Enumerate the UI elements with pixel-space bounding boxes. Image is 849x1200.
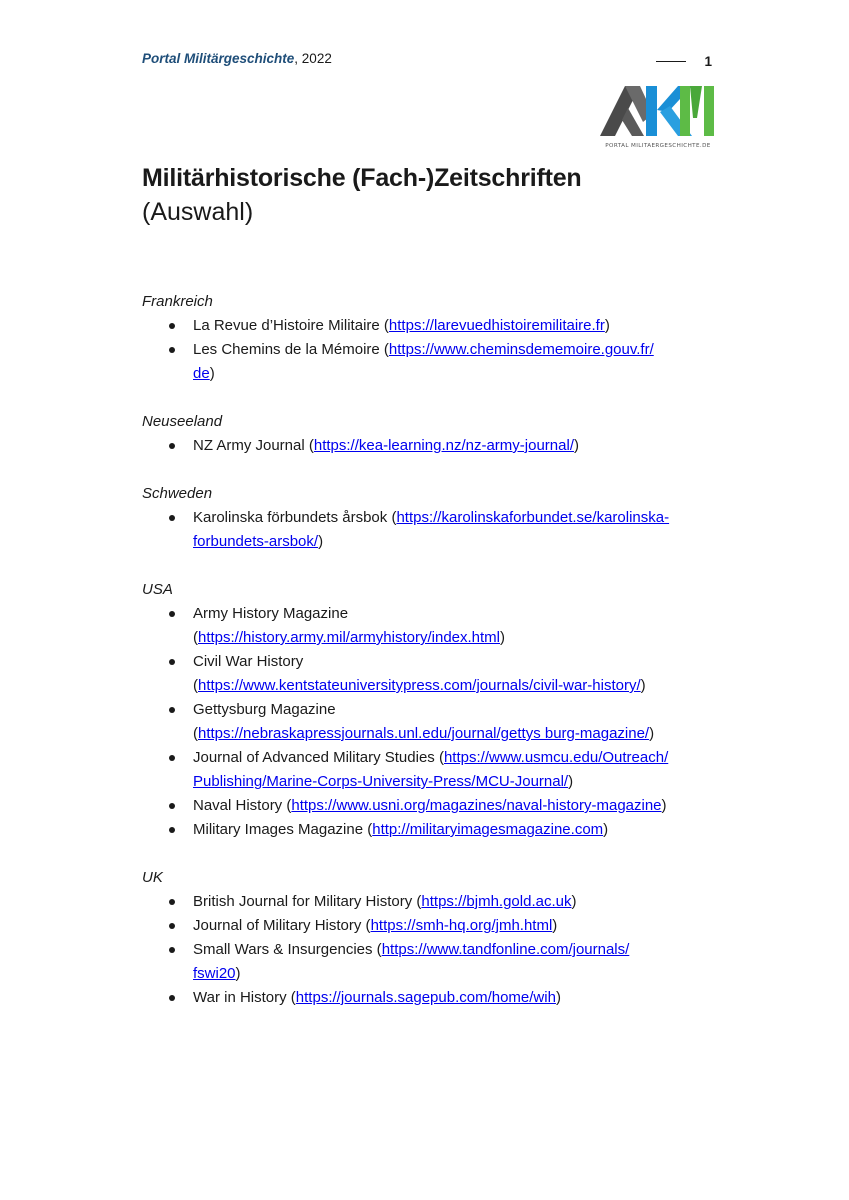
akm-logo [598, 80, 718, 152]
journal-list-uk [142, 890, 712, 1010]
bullet-icon [169, 923, 175, 929]
bullet-icon [169, 947, 175, 953]
list-item: Civil War History (https://www.kentstateuniversitypress.com/journals/civil-war-history/) [142, 650, 712, 698]
list-item: War in History (https://journals.sagepub.com/home/wih) [142, 986, 712, 1010]
header-year: , 2022 [294, 51, 332, 66]
section-usa [142, 578, 712, 842]
section-neuseeland [142, 410, 712, 458]
journal-list [142, 290, 712, 1034]
page-subtitle: (Auswahl) [142, 198, 254, 226]
journal-link[interactable]: https://www.kentstateuniversitypress.com/journals/civil-war-history/ [198, 677, 641, 694]
bullet-icon [169, 755, 175, 761]
list-item: Small Wars & Insurgencies (https://www.tandfonline.com/journals/ fswi20) [142, 938, 712, 986]
journal-list-frankreich [142, 314, 712, 386]
journal-link[interactable]: https://bjmh.gold.ac.uk [421, 893, 572, 910]
journal-name: Military Images Magazine [193, 821, 364, 838]
journal-entry-line: Karolinska förbundets årsbok (https://karolinskaforbundet.se/karolinska- [193, 509, 670, 526]
bullet-icon [169, 611, 175, 617]
journal-link[interactable]: https://smh-hq.org/jmh.html [370, 917, 553, 934]
list-item: British Journal for Military History (https://bjmh.gold.ac.uk) [142, 890, 712, 914]
journal-name: Army History Magazine [193, 605, 349, 622]
journal-link[interactable]: https://kea-learning.nz/nz-army-journal/ [313, 437, 574, 454]
bullet-icon [169, 347, 175, 353]
journal-link[interactable]: https://www.usmcu.edu/Outreach/ [443, 749, 669, 766]
section-frankreich [142, 290, 712, 386]
title-block [142, 162, 742, 230]
journal-name: Gettysburg Magazine [193, 701, 336, 718]
journal-link-continued[interactable]: Publishing/Marine-Corps-University-Press/MCU-Journal/ [193, 773, 569, 790]
page-number-rule [656, 61, 686, 62]
bullet-icon [169, 803, 175, 809]
country-heading: USA [142, 581, 173, 598]
list-item: Karolinska förbundets årsbok (https://karolinskaforbundet.se/karolinska- forbundets-arsbok/) [142, 506, 712, 554]
journal-link[interactable]: https://karolinskaforbundet.se/karolinska- [396, 509, 670, 526]
page-header [142, 51, 712, 71]
journal-name: Small Wars & Insurgencies [193, 941, 373, 958]
journal-link[interactable]: https://nebraskapressjournals.unl.edu/journal/gettys burg-magazine/ [198, 725, 650, 742]
journal-link[interactable]: https://www.usni.org/magazines/naval-history-magazine [291, 797, 662, 814]
journal-name: Journal of Military History [193, 917, 362, 934]
journal-link[interactable]: https://history.army.mil/armyhistory/index.html [198, 629, 501, 646]
journal-name: Les Chemins de la Mémoire [193, 341, 380, 358]
journal-list-schweden [142, 506, 712, 554]
bullet-icon [169, 515, 175, 521]
list-item: Gettysburg Magazine (https://nebraskapressjournals.unl.edu/journal/gettys burg-magazine/) [142, 698, 712, 746]
bullet-icon [169, 443, 175, 449]
bullet-icon [169, 827, 175, 833]
journal-list-usa [142, 602, 712, 842]
journal-name: War in History [193, 989, 287, 1006]
journal-link[interactable]: http://militaryimagesmagazine.com [372, 821, 604, 838]
akm-logo-graphic [598, 80, 718, 152]
section-uk [142, 866, 712, 1010]
list-item: Journal of Advanced Military Studies (https://www.usmcu.edu/Outreach/ Publishing/Marine-Corps-University-Press/MCU-Journal/) [142, 746, 712, 794]
journal-name: Journal of Advanced Military Studies [193, 749, 435, 766]
country-heading: UK [142, 869, 163, 886]
journal-link[interactable]: https://www.tandfonline.com/journals/ [381, 941, 630, 958]
list-item: La Revue d’Histoire Militaire (https://larevuedhistoiremilitaire.fr) [142, 314, 712, 338]
list-item: Military Images Magazine (http://militaryimagesmagazine.com) [142, 818, 712, 842]
country-heading: Schweden [142, 485, 213, 502]
journal-link[interactable]: https://larevuedhistoiremilitaire.fr [388, 317, 605, 334]
journal-name: NZ Army Journal [193, 437, 305, 454]
section-schweden [142, 482, 712, 554]
bullet-icon [169, 659, 175, 665]
journal-name: Naval History [193, 797, 283, 814]
journal-list-neuseeland [142, 434, 712, 458]
country-heading: Neuseeland [142, 413, 223, 430]
bullet-icon [169, 323, 175, 329]
journal-link[interactable]: https://www.cheminsdememoire.gouv.fr/ [388, 341, 654, 358]
header-brand: Portal Militärgeschichte [142, 51, 295, 66]
list-item: Les Chemins de la Mémoire (https://www.cheminsdememoire.gouv.fr/ de) [142, 338, 712, 386]
journal-link-continued[interactable]: forbundets-arsbok/ [193, 533, 319, 550]
bullet-icon [169, 707, 175, 713]
page-title: Militärhistorische (Fach-)Zeitschriften [142, 164, 582, 192]
journal-name: Karolinska förbundets årsbok [193, 509, 388, 526]
list-item: Naval History (https://www.usni.org/magazines/naval-history-magazine) [142, 794, 712, 818]
page-number: 1 [704, 53, 712, 69]
page-number-block [646, 51, 712, 71]
bullet-icon [169, 899, 175, 905]
bullet-icon [169, 995, 175, 1001]
list-item: NZ Army Journal (https://kea-learning.nz/nz-army-journal/) [142, 434, 712, 458]
logo-tagline: PORTAL MILITAERGESCHICHTE.DE [605, 143, 711, 149]
list-item: Journal of Military History (https://smh-hq.org/jmh.html) [142, 914, 712, 938]
journal-link-continued[interactable]: fswi20 [193, 965, 236, 982]
journal-link[interactable]: https://journals.sagepub.com/home/wih [295, 989, 556, 1006]
list-item: Army History Magazine (https://history.army.mil/armyhistory/index.html) [142, 602, 712, 650]
journal-name: British Journal for Military History [193, 893, 413, 910]
journal-name: La Revue d’Histoire Militaire [193, 317, 380, 334]
journal-name: Civil War History [193, 653, 304, 670]
journal-link-continued[interactable]: de [193, 365, 210, 382]
country-heading: Frankreich [142, 293, 213, 310]
